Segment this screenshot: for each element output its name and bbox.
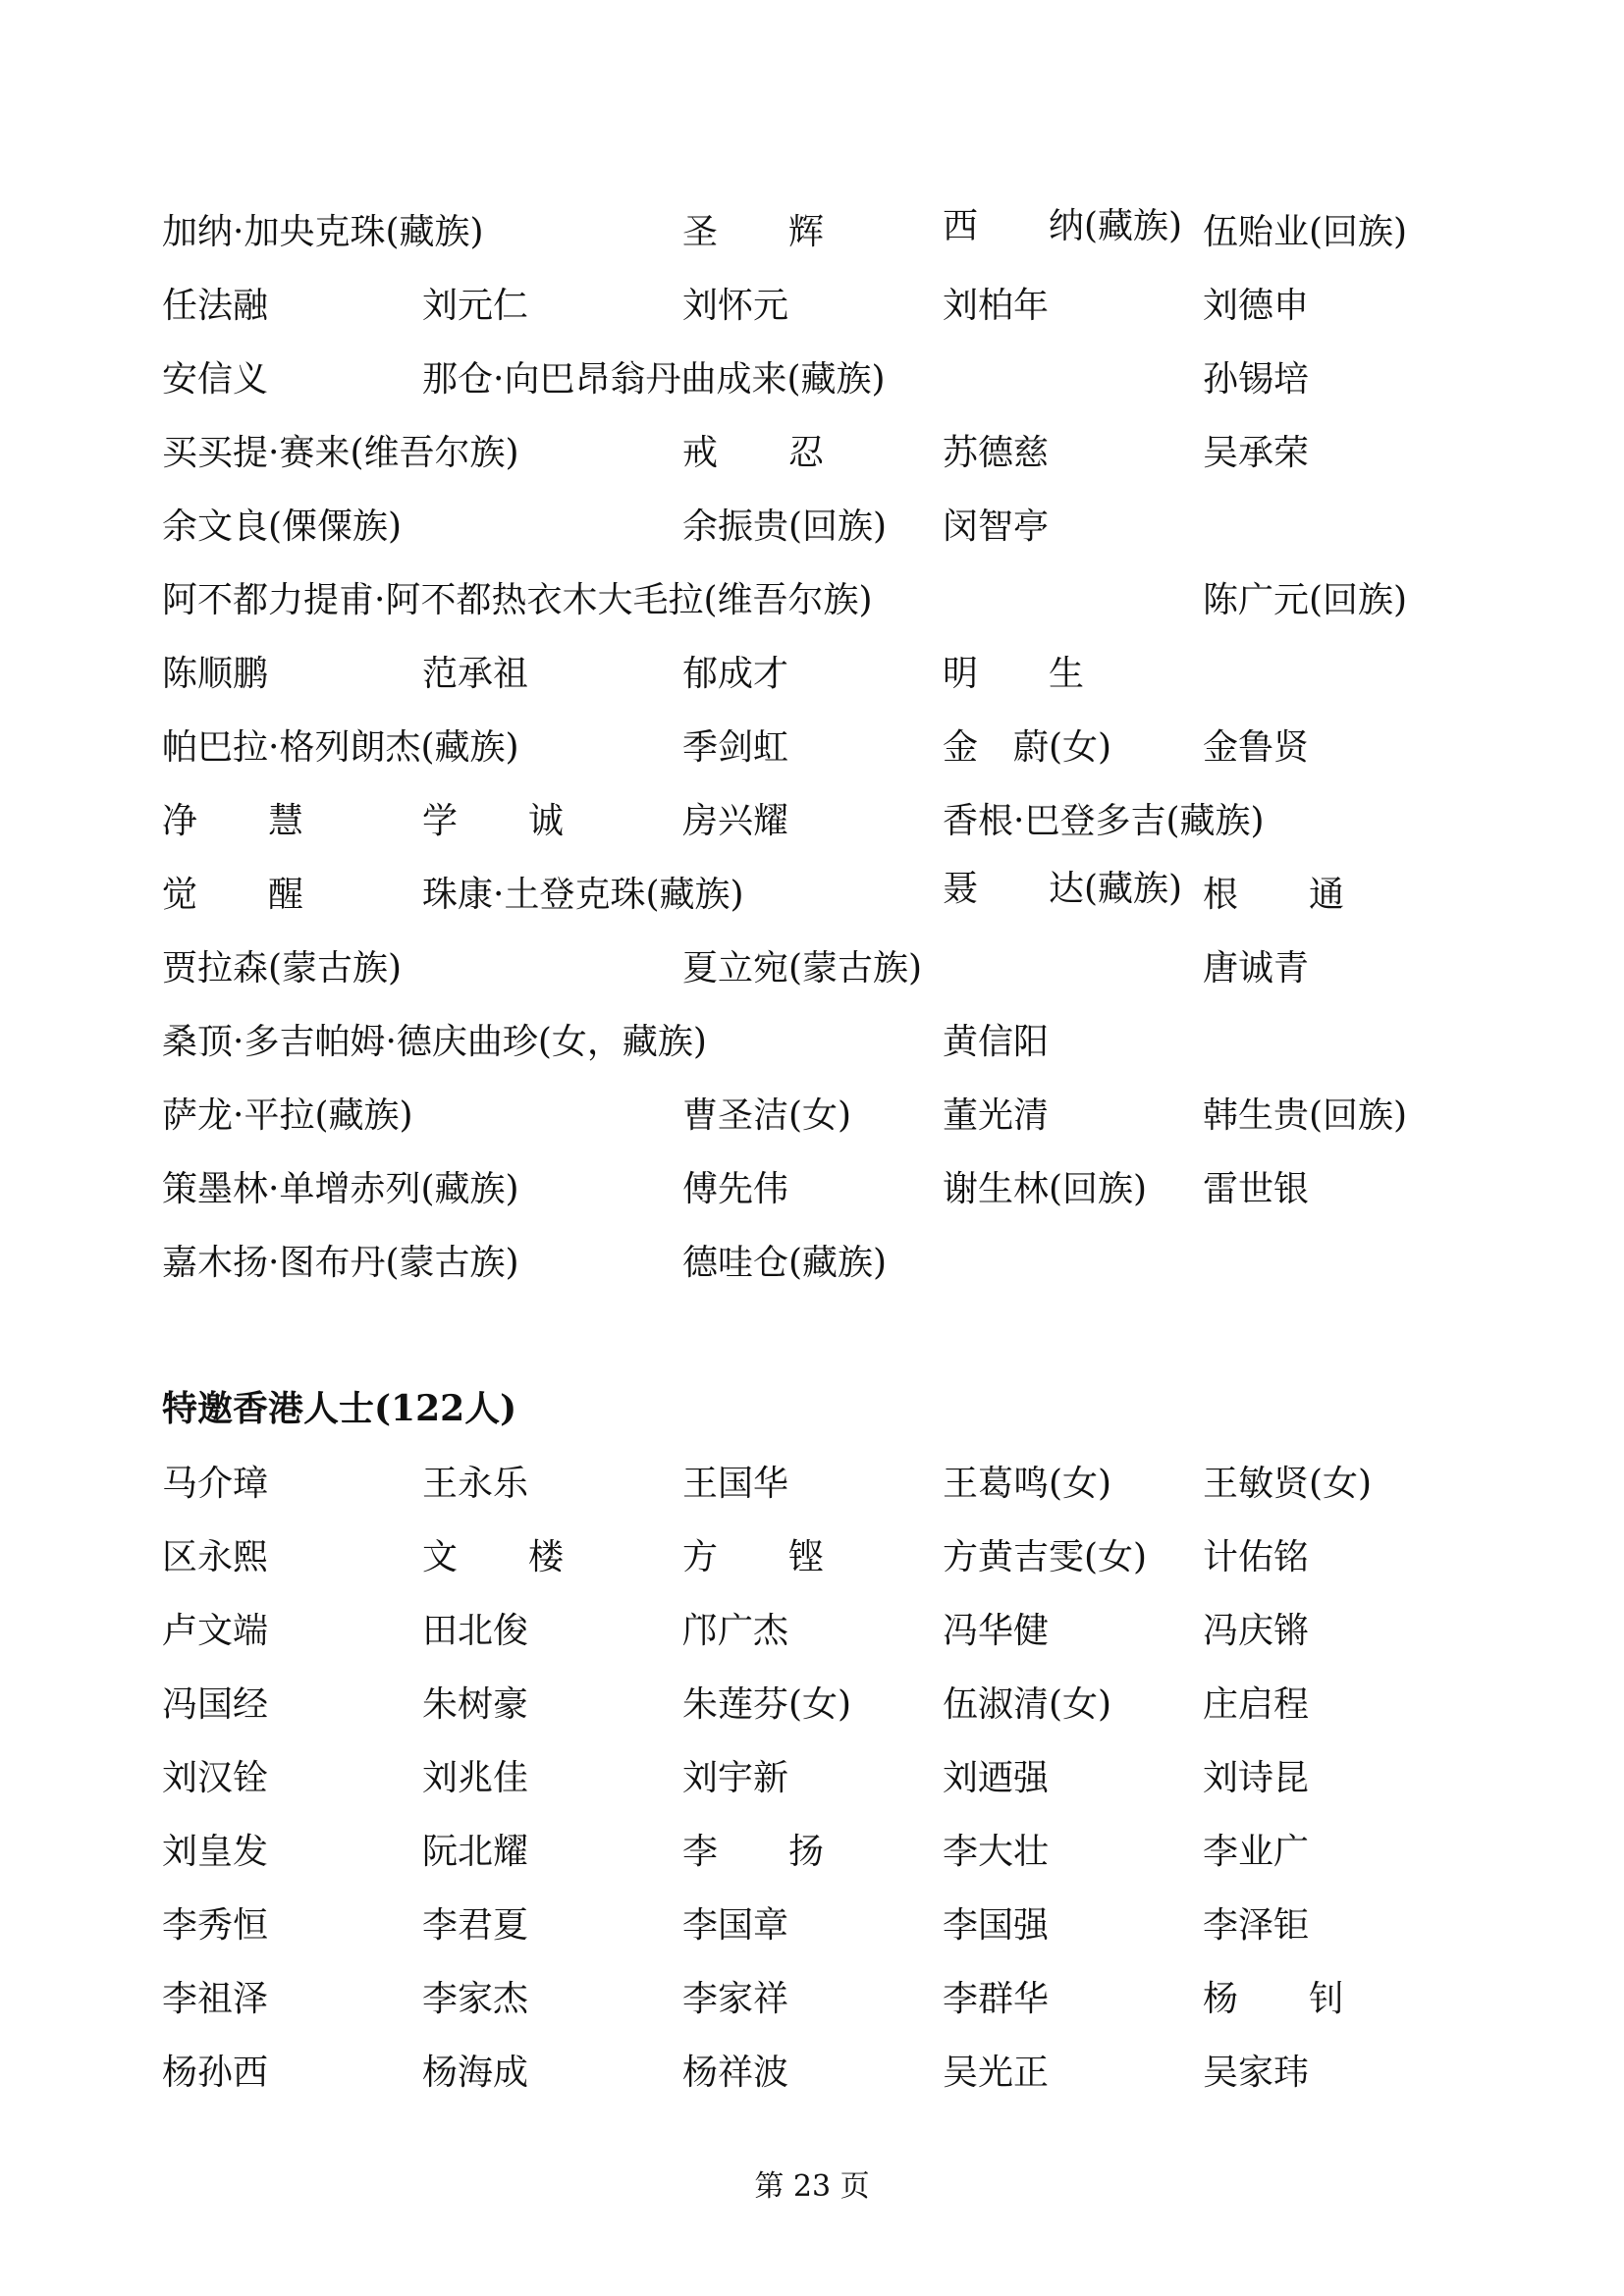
name-entry: 房兴耀 — [682, 801, 789, 841]
list-row — [0, 2044, 1624, 2103]
list-row — [0, 571, 1624, 630]
list-row — [0, 719, 1624, 777]
name-entry: 刘元仁 — [422, 286, 529, 326]
name-entry: 李秀恒 — [162, 1905, 269, 1946]
name-entry: 刘柏年 — [943, 286, 1050, 326]
name-entry: 马介璋 — [162, 1464, 269, 1504]
name-entry: 冯国经 — [162, 1684, 269, 1725]
name-entry: 伍贻业(回族) — [1203, 212, 1408, 252]
name-entry: 雷世银 — [1203, 1169, 1310, 1209]
name-entry: 吴承荣 — [1203, 433, 1310, 473]
list-row — [0, 203, 1624, 262]
name-entry: 冯庆锵 — [1203, 1611, 1310, 1651]
list-row — [0, 1087, 1624, 1146]
name-entry: 文 楼 — [422, 1537, 565, 1577]
name-entry: 金 蔚(女) — [943, 727, 1112, 768]
list-row — [0, 1160, 1624, 1219]
name-entry: 王葛鸣(女) — [943, 1464, 1112, 1504]
list-row — [0, 498, 1624, 557]
name-entry-clipped: 西 纳(藏族) — [943, 206, 1183, 246]
name-entry: 朱莲芬(女) — [682, 1684, 852, 1725]
name-entry: 李祖泽 — [162, 1979, 269, 2019]
name-entry: 黄信阳 — [943, 1022, 1050, 1062]
name-entry: 学 诚 — [422, 801, 565, 841]
name-entry: 李国强 — [943, 1905, 1050, 1946]
name-entry: 区永熙 — [162, 1537, 269, 1577]
list-row — [0, 1234, 1624, 1293]
name-entry: 桑顶·多吉帕姆·德庆曲珍(女，藏族) — [162, 1022, 707, 1062]
list-row — [0, 277, 1624, 336]
name-entry: 李家杰 — [422, 1979, 529, 2019]
name-entry-clipped: 聂 达(藏族) — [943, 869, 1183, 909]
name-entry: 李大壮 — [943, 1832, 1050, 1872]
name-entry: 李泽钜 — [1203, 1905, 1310, 1946]
name-entry: 安信义 — [162, 359, 269, 400]
name-entry: 吴家玮 — [1203, 2053, 1310, 2093]
name-entry: 根 通 — [1203, 875, 1345, 915]
name-entry: 孙锡培 — [1203, 359, 1310, 400]
name-entry: 刘怀元 — [682, 286, 789, 326]
name-entry: 任法融 — [162, 286, 269, 326]
name-entry: 傅先伟 — [682, 1169, 789, 1209]
name-entry: 董光清 — [943, 1095, 1050, 1136]
name-entry: 净 慧 — [162, 801, 304, 841]
name-entry: 嘉木扬·图布丹(蒙古族) — [162, 1243, 519, 1283]
name-entry: 珠康·土登克珠(藏族) — [422, 875, 744, 915]
name-entry: 刘宇新 — [682, 1758, 789, 1798]
name-entry: 闵智亭 — [943, 507, 1050, 547]
name-entry: 范承祖 — [422, 654, 529, 694]
name-entry: 香根·巴登多吉(藏族) — [943, 801, 1265, 841]
name-entry: 卢文端 — [162, 1611, 269, 1651]
name-entry: 吴光正 — [943, 2053, 1050, 2093]
name-entry: 陈顺鹏 — [162, 654, 269, 694]
name-entry: 刘皇发 — [162, 1832, 269, 1872]
name-entry: 李家祥 — [682, 1979, 789, 2019]
section-title: 特邀香港人士(122人) — [162, 1388, 517, 1429]
name-entry: 觉 醒 — [162, 875, 304, 915]
name-entry: 贾拉森(蒙古族) — [162, 948, 403, 988]
list-row — [0, 1602, 1624, 1661]
name-entry: 杨 钊 — [1203, 1979, 1345, 2019]
name-entry: 方黄吉雯(女) — [943, 1537, 1148, 1577]
list-row — [0, 866, 1624, 925]
name-entry: 庄启程 — [1203, 1684, 1310, 1725]
name-entry: 曹圣洁(女) — [682, 1095, 852, 1136]
name-entry: 李 扬 — [682, 1832, 825, 1872]
name-entry: 刘汉铨 — [162, 1758, 269, 1798]
list-row — [0, 1749, 1624, 1808]
list-row — [0, 1455, 1624, 1514]
name-entry: 阮北耀 — [422, 1832, 529, 1872]
name-entry: 策墨林·单增赤列(藏族) — [162, 1169, 519, 1209]
list-row — [0, 1970, 1624, 2029]
list-row — [0, 1823, 1624, 1882]
name-entry: 唐诚青 — [1203, 948, 1310, 988]
name-entry: 戒 忍 — [682, 433, 825, 473]
list-row — [0, 792, 1624, 851]
name-entry: 杨祥波 — [682, 2053, 789, 2093]
name-entry: 德哇仓(藏族) — [682, 1243, 888, 1283]
name-entry: 加纳·加央克珠(藏族) — [162, 212, 484, 252]
name-entry: 郁成才 — [682, 654, 789, 694]
name-entry: 圣 辉 — [682, 212, 825, 252]
name-entry: 田北俊 — [422, 1611, 529, 1651]
list-row — [0, 1528, 1624, 1587]
name-entry: 杨海成 — [422, 2053, 529, 2093]
name-entry: 余文良(傈僳族) — [162, 507, 403, 547]
name-entry: 李业广 — [1203, 1832, 1310, 1872]
name-entry: 王永乐 — [422, 1464, 529, 1504]
name-entry: 方 铿 — [682, 1537, 825, 1577]
name-entry: 苏德慈 — [943, 433, 1050, 473]
name-entry: 刘诗昆 — [1203, 1758, 1310, 1798]
name-entry: 刘迺强 — [943, 1758, 1050, 1798]
list-row — [0, 1013, 1624, 1072]
name-entry: 阿不都力提甫·阿不都热衣木大毛拉(维吾尔族) — [162, 580, 873, 620]
name-entry: 李国章 — [682, 1905, 789, 1946]
name-entry: 余振贵(回族) — [682, 507, 888, 547]
name-entry: 王国华 — [682, 1464, 789, 1504]
name-entry: 那仓·向巴昂翁丹曲成来(藏族) — [422, 359, 886, 400]
name-entry: 伍淑清(女) — [943, 1684, 1112, 1725]
name-entry: 帕巴拉·格列朗杰(藏族) — [162, 727, 519, 768]
name-entry: 杨孙西 — [162, 2053, 269, 2093]
list-row — [0, 1896, 1624, 1955]
name-entry: 刘兆佳 — [422, 1758, 529, 1798]
list-row — [0, 424, 1624, 483]
name-entry: 陈广元(回族) — [1203, 580, 1408, 620]
name-entry: 刘德申 — [1203, 286, 1310, 326]
name-entry: 明 生 — [943, 654, 1085, 694]
name-entry: 季剑虹 — [682, 727, 789, 768]
name-entry: 朱树豪 — [422, 1684, 529, 1725]
name-entry: 萨龙·平拉(藏族) — [162, 1095, 413, 1136]
name-entry: 王敏贤(女) — [1203, 1464, 1373, 1504]
name-entry: 金鲁贤 — [1203, 727, 1310, 768]
name-entry: 谢生林(回族) — [943, 1169, 1148, 1209]
name-entry: 邝广杰 — [682, 1611, 789, 1651]
page-number: 第 23 页 — [754, 2169, 870, 2204]
list-row — [0, 1676, 1624, 1735]
name-entry: 夏立宛(蒙古族) — [682, 948, 923, 988]
list-row — [0, 939, 1624, 998]
name-entry: 韩生贵(回族) — [1203, 1095, 1408, 1136]
name-entry: 李群华 — [943, 1979, 1050, 2019]
list-row — [0, 645, 1624, 704]
name-entry: 冯华健 — [943, 1611, 1050, 1651]
name-entry: 计佑铭 — [1203, 1537, 1310, 1577]
name-entry: 李君夏 — [422, 1905, 529, 1946]
name-entry: 买买提·赛来(维吾尔族) — [162, 433, 519, 473]
list-row — [0, 350, 1624, 409]
